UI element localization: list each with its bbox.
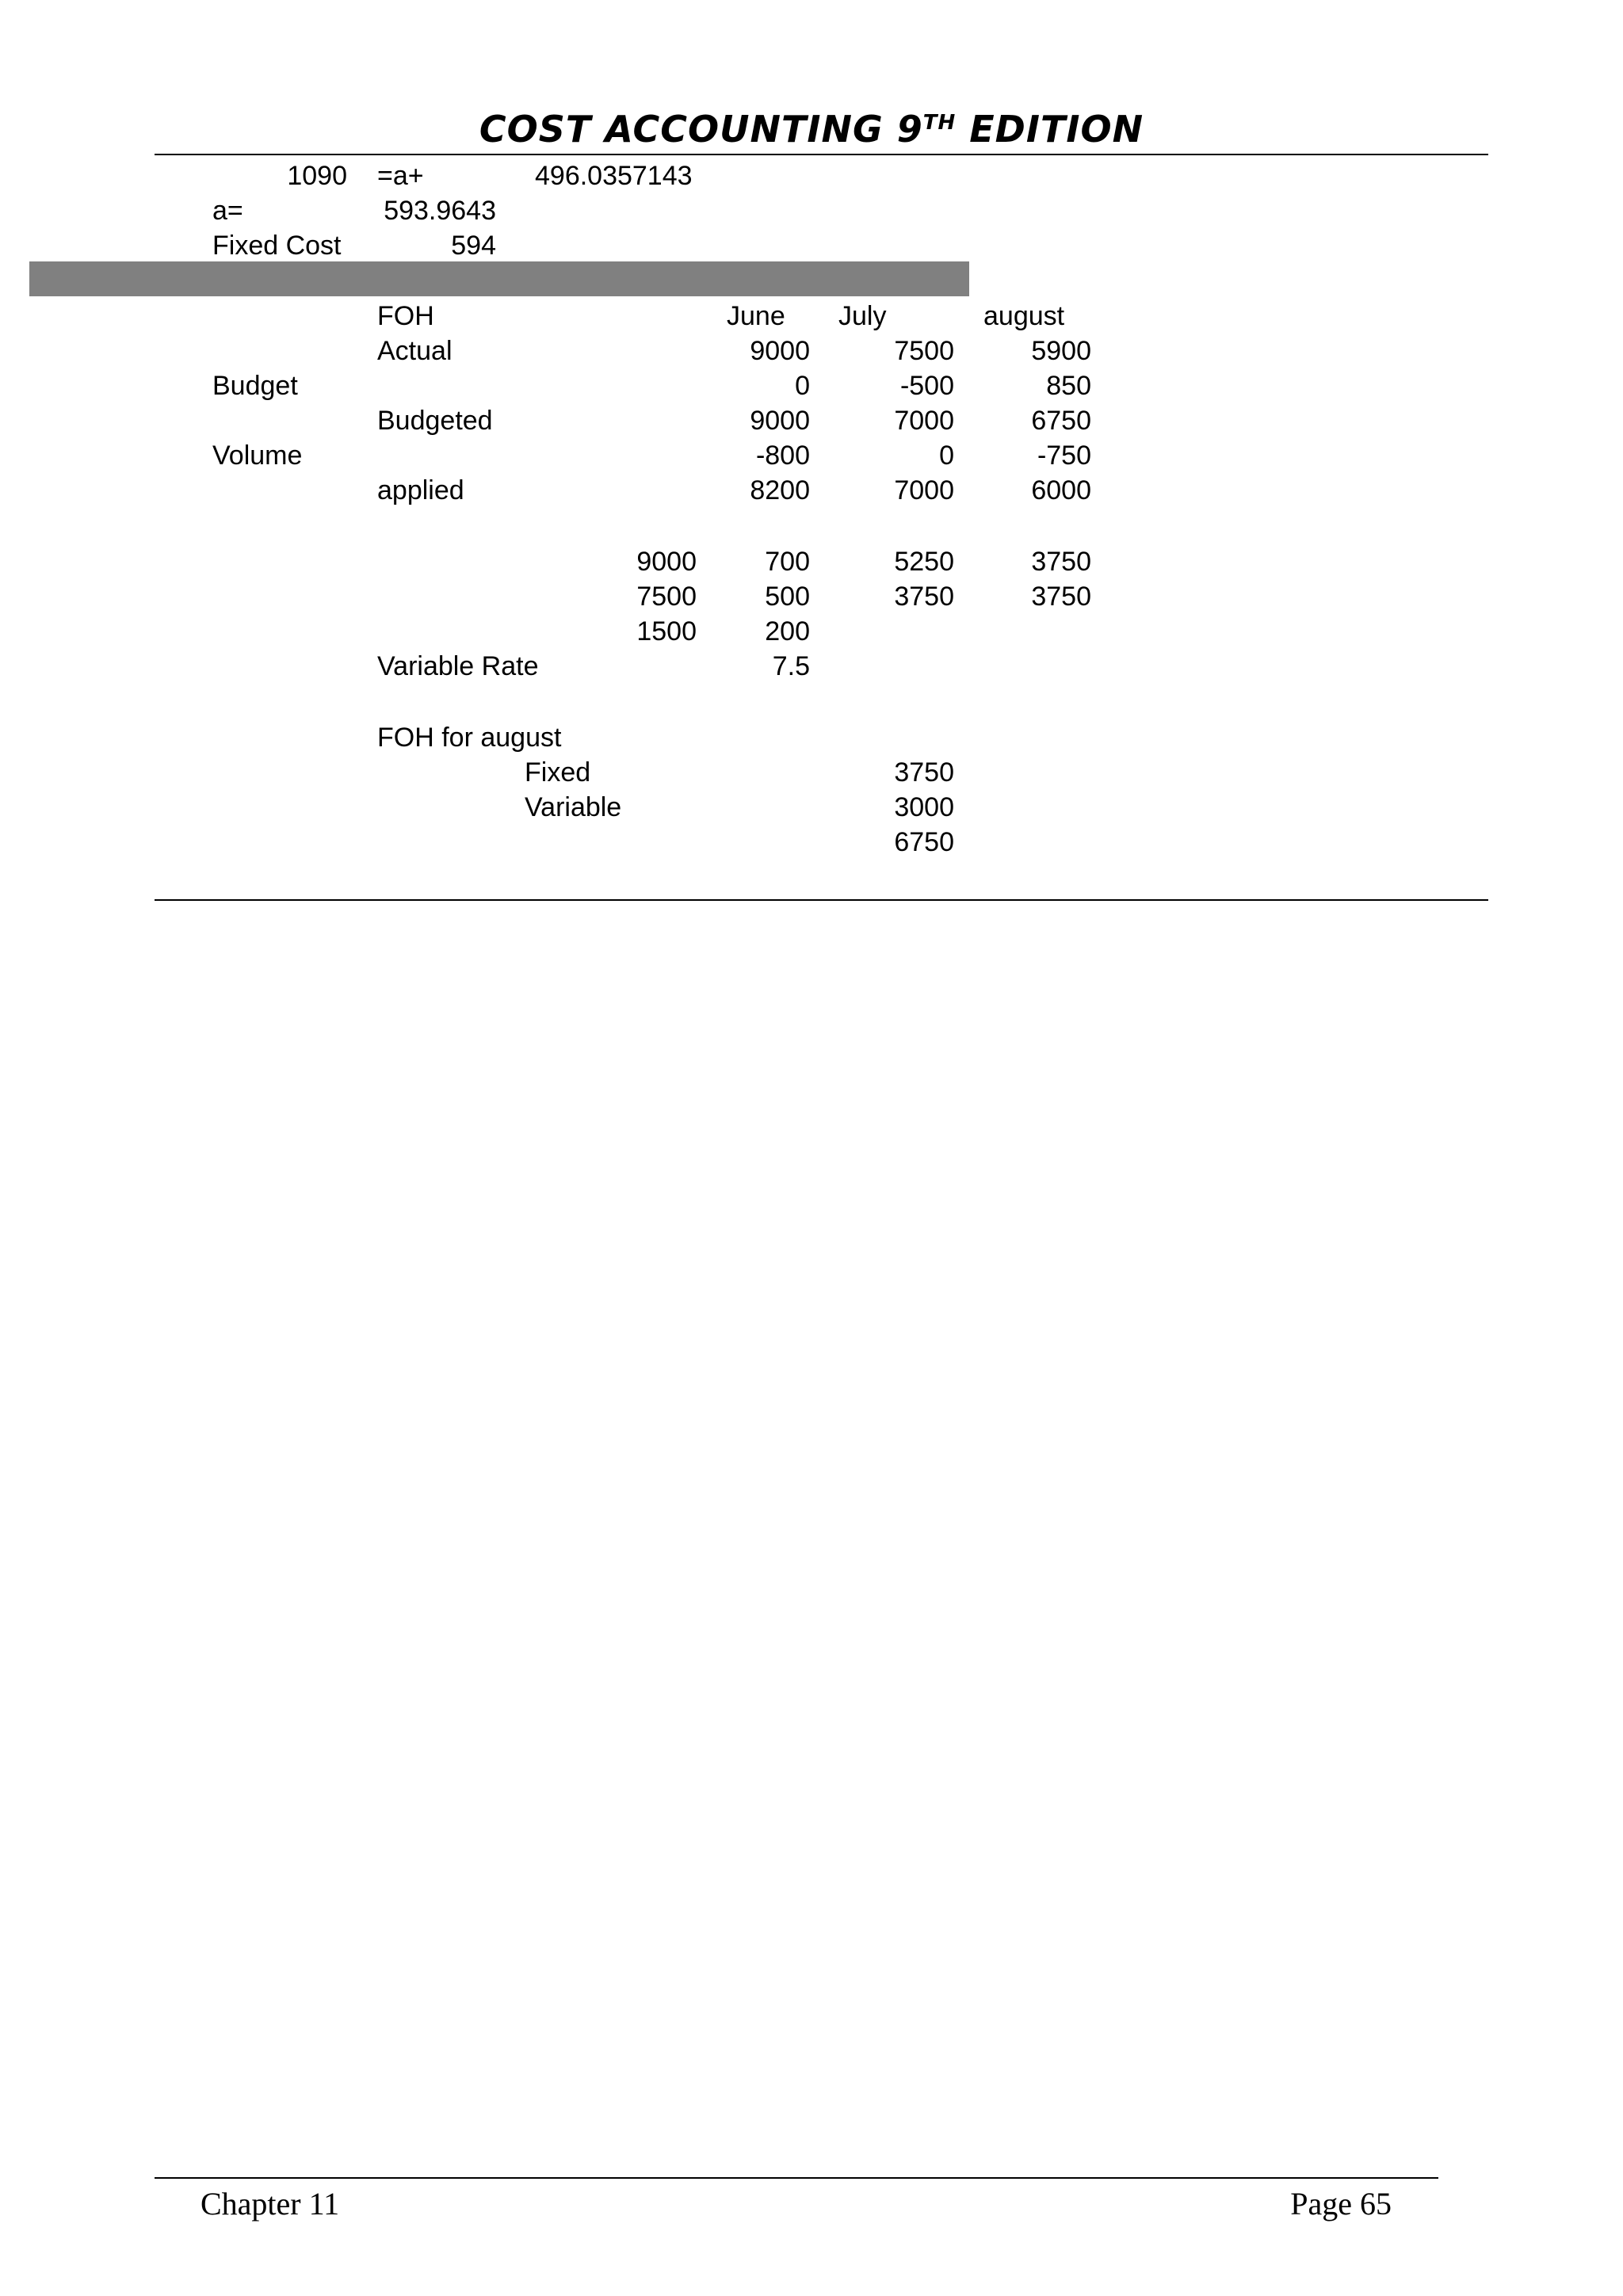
foh-header-label: FOH: [377, 301, 434, 331]
applied-label: applied: [377, 475, 464, 505]
volume-june: -800: [755, 441, 810, 471]
applied-june: 8200: [750, 475, 810, 505]
month-june: June: [727, 301, 785, 331]
volume-july: 0: [939, 441, 954, 471]
budget-july: -500: [899, 371, 954, 401]
applied-july: 7000: [894, 475, 954, 505]
month-august: august: [983, 301, 1065, 331]
page-title: COST ACCOUNTING 9TH EDITION: [479, 108, 1144, 151]
footer-page-number: Page 65: [1290, 2186, 1392, 2222]
top-row1-value: 1090: [287, 161, 347, 191]
calc-r2-c4: 3750: [1031, 582, 1091, 612]
variable-value: 3000: [894, 792, 954, 822]
top-row3-value: 594: [451, 231, 496, 261]
foh-august-title: FOH for august: [377, 723, 562, 753]
top-row2-label: a=: [212, 196, 243, 226]
calc-r2-c3: 3750: [894, 582, 954, 612]
budget-august: 850: [1046, 371, 1091, 401]
calc-r2-c1: 7500: [636, 582, 697, 612]
actual-july: 7500: [894, 336, 954, 366]
footer-rule: [155, 2177, 1438, 2179]
calc-r2-c2: 500: [765, 582, 810, 612]
budgeted-august: 6750: [1031, 406, 1091, 436]
top-row1-formula: =a+: [377, 161, 424, 191]
calc-r3-c1: 1500: [636, 616, 697, 646]
calc-r1-c2: 700: [765, 547, 810, 577]
actual-label: Actual: [377, 336, 453, 366]
foh-august-total: 6750: [894, 827, 954, 857]
volume-label: Volume: [212, 441, 303, 471]
calc-r1-c3: 5250: [894, 547, 954, 577]
calc-r1-c1: 9000: [636, 547, 697, 577]
content-end-rule: [155, 899, 1488, 901]
variable-rate-label: Variable Rate: [377, 651, 539, 681]
variable-label: Variable: [525, 792, 622, 822]
budgeted-label: Budgeted: [377, 406, 493, 436]
budget-june: 0: [795, 371, 810, 401]
top-row3-label: Fixed Cost: [212, 231, 342, 261]
month-july: July: [838, 301, 887, 331]
budgeted-july: 7000: [894, 406, 954, 436]
calc-r1-c4: 3750: [1031, 547, 1091, 577]
fixed-value: 3750: [894, 757, 954, 788]
top-row2-value: 593.9643: [384, 196, 496, 226]
footer-chapter: Chapter 11: [200, 2186, 340, 2222]
fixed-label: Fixed: [525, 757, 591, 788]
actual-august: 5900: [1031, 336, 1091, 366]
applied-august: 6000: [1031, 475, 1091, 505]
header-rule: [155, 154, 1488, 155]
top-row1-result: 496.0357143: [535, 161, 693, 191]
actual-june: 9000: [750, 336, 810, 366]
gray-band: [29, 261, 969, 296]
volume-august: -750: [1037, 441, 1091, 471]
budgeted-june: 9000: [750, 406, 810, 436]
budget-label: Budget: [212, 371, 298, 401]
calc-r3-c2: 200: [765, 616, 810, 646]
variable-rate-value: 7.5: [772, 651, 810, 681]
